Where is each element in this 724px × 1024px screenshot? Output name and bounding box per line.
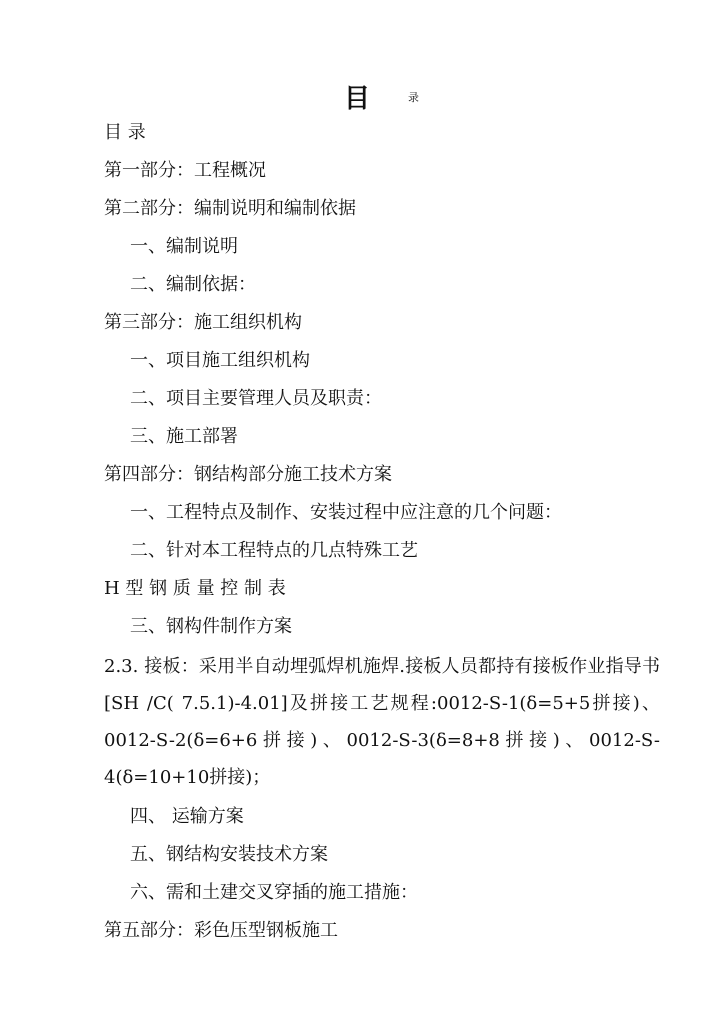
toc-part-3: 第三部分：施工组织机构 — [104, 312, 302, 333]
toc-item: 三、施工部署 — [130, 426, 238, 447]
toc-item: 五、钢结构安装技术方案 — [130, 844, 328, 865]
toc-part-2: 第二部分：编制说明和编制依据 — [104, 198, 356, 219]
toc-item: 六、需和土建交叉穿插的施工措施： — [130, 882, 418, 903]
body-paragraph: 2.3. 接板：采用半自动埋弧焊机施焊.接板人员都持有接板作业指导书[SH /C( 7.5.1)-4.01]及拼接工艺规程:0012-S-1(δ=5+5拼接)、0012-S-2(δ=6+6拼接)、0012-S-3(δ=8+8拼接)、0012-S-4(δ=10+10拼接)； — [104, 656, 660, 788]
toc-item: 二、项目主要管理人员及职责： — [130, 388, 382, 409]
toc-part-4: 第四部分：钢结构部分施工技术方案 — [104, 464, 392, 485]
toc-item: 一、项目施工组织机构 — [130, 350, 310, 371]
toc-item: 一、编制说明 — [130, 236, 238, 257]
toc-item: 四、 运输方案 — [130, 806, 244, 827]
toc-table-title: H 型 钢 质 量 控 制 表 — [104, 578, 286, 599]
toc-heading: 目 录 — [104, 122, 146, 143]
toc-item: 二、编制依据： — [130, 274, 256, 295]
toc-item: 三、钢构件制作方案 — [130, 616, 292, 637]
title-main: 目 — [344, 84, 371, 114]
document-title — [344, 78, 419, 114]
toc-item: 一、工程特点及制作、安装过程中应注意的几个问题： — [130, 502, 562, 523]
title-sub: 录 — [408, 91, 420, 104]
toc-part-1: 第一部分：工程概况 — [104, 160, 266, 181]
toc-item: 二、针对本工程特点的几点特殊工艺 — [130, 540, 418, 561]
toc-part-5: 第五部分：彩色压型钢板施工 — [104, 920, 338, 941]
